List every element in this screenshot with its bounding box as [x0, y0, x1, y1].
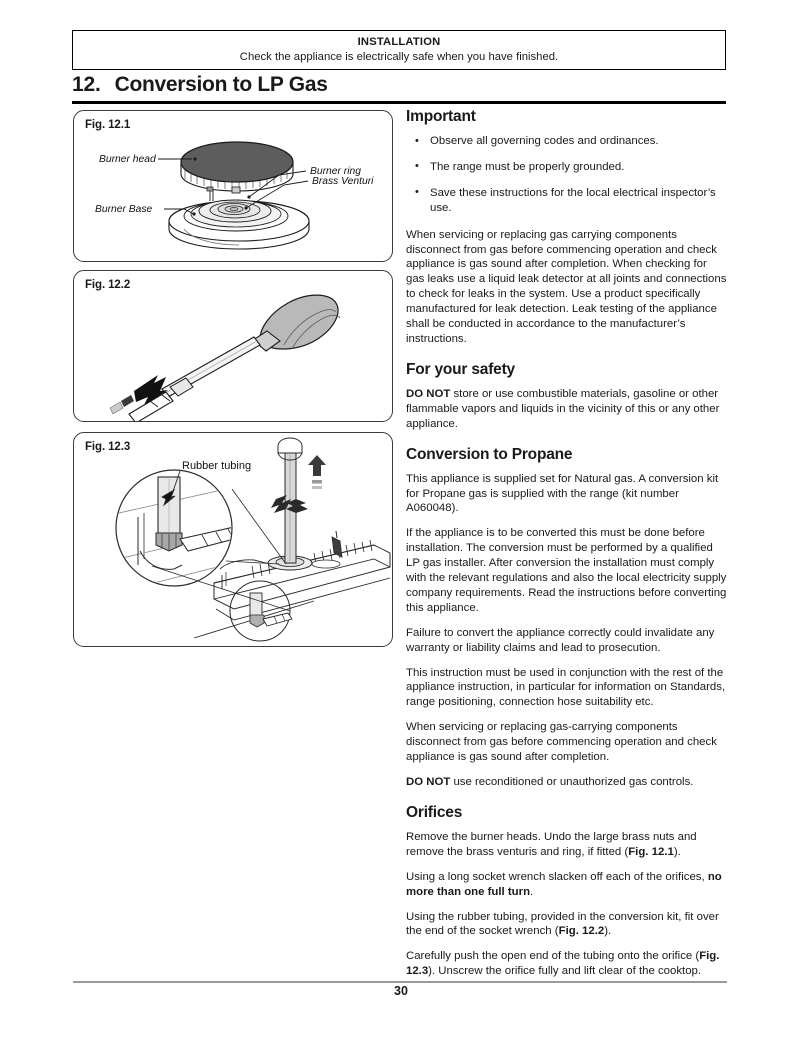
header-subtitle: Check the appliance is electrically safe when you have finished.	[239, 51, 559, 64]
figure-12-1-callout-brass-venturi: Brass Venturi	[312, 176, 374, 187]
page-number: 30	[394, 984, 408, 998]
heading-important: Important	[406, 108, 476, 125]
chapter-divider	[72, 101, 726, 104]
orifices-p2-text-a: Using a long socket wrench slacken off each of the orifices,	[406, 870, 708, 883]
figure-reference-12-1: Fig. 12.1	[628, 845, 674, 858]
figure-12-1	[73, 110, 393, 262]
orifices-paragraph-4	[406, 949, 728, 979]
important-paragraph: When servicing or replacing gas carrying components disconnect from gas before commencing operation and check appliance is gas sound after completion. When checking for gas leaks use a liquid leak detector at all joints and connections to check for leaks in the system. Use a product specifically manufactured for leak detection. Leak testing of the appliance shall be conducted in accordance to the manufacturer’s instructions.	[406, 228, 727, 345]
figure-12-2	[73, 270, 393, 422]
figure-12-3-illustration	[74, 433, 393, 647]
figure-12-1-callout-burner-base: Burner Base	[95, 204, 153, 215]
chapter-title: Conversion to LP Gas	[114, 73, 328, 96]
list-item: • Save these instructions for the local electrical inspector’s use.	[406, 186, 728, 216]
orifices-p3-text-b: ).	[604, 925, 612, 938]
up-arrow-icon	[308, 455, 326, 489]
figure-12-1-illustration	[74, 111, 393, 262]
important-bullet-list	[406, 134, 728, 216]
reconditioned-do-not-emphasis: DO NOT	[406, 776, 451, 788]
orifices-p3-text-a: Using the rubber tubing, provided in the conversion kit, fit over the end of the socket wrench (	[406, 910, 719, 938]
orifices-paragraph-2	[406, 870, 728, 900]
propane-paragraph: If the appliance is to be converted this must be done before installation. The conversion must be performed by a qualified LP gas installer. After conversion the installation must comply with the relevant regulations and also the local electricity supply company requirements. Read the instructions before converting this appliance.	[406, 527, 727, 614]
figure-12-2-illustration	[74, 271, 393, 422]
heading-conversion-to-propane: Conversion to Propane	[406, 445, 573, 463]
chapter-number: 12.	[72, 73, 101, 96]
body-text-column	[406, 108, 728, 979]
propane-paragraph: Failure to convert the appliance correctly could invalidate any warranty or liability claims and lead to prosecution.	[406, 626, 715, 654]
header-title: INSTALLATION	[357, 36, 441, 49]
orifices-paragraph-3	[406, 910, 728, 940]
orifices-p4-text-b: ). Unscrew the orifice fully and lift clear of the cooktop.	[428, 965, 702, 978]
figure-12-1-label: Fig. 12.1	[85, 119, 131, 131]
reconditioned-warning-text: use reconditioned or unauthorized gas controls.	[450, 776, 694, 788]
safety-do-not-emphasis: DO NOT	[406, 387, 451, 400]
figure-12-3	[73, 432, 393, 647]
installation-header-box	[72, 30, 726, 70]
orifices-p4-text-a: Carefully push the open end of the tubing onto the orifice (	[406, 950, 700, 963]
propane-paragraph: This instruction must be used in conjunction with the rest of the appliance instruction, in particular for information on Standards, range positioning, connection hose suitability etc.	[406, 666, 726, 709]
list-item: • The range must be properly grounded.	[406, 160, 728, 175]
orifices-p1-text-a: Remove the burner heads. Undo the large brass nuts and remove the brass venturis and ring, if fitted (	[406, 830, 697, 858]
propane-paragraph: This appliance is supplied set for Natural gas. A conversion kit for Propane gas is supplied with the range (kit number A060048).	[406, 472, 719, 515]
list-item: • Observe all governing codes and ordinances.	[406, 134, 728, 149]
orifices-p1-text-b: ).	[673, 845, 681, 858]
figure-12-1-callout-burner-ring: Burner ring	[310, 166, 361, 177]
chapter-heading	[72, 73, 726, 97]
safety-paragraph	[406, 387, 728, 432]
orifices-p2-emphasis: no more than one full turn	[406, 870, 722, 898]
figure-12-3-label: Fig. 12.3	[85, 441, 131, 453]
orifices-paragraph-1	[406, 830, 728, 860]
propane-paragraph: When servicing or replacing gas-carrying components disconnect from gas before commencing operation and check appliance is gas sound after completion.	[406, 721, 717, 764]
figure-reference-12-2: Fig. 12.2	[558, 925, 605, 938]
figure-reference-12-3: Fig. 12.3	[406, 950, 720, 978]
figure-12-1-callout-burner-head: Burner head	[99, 154, 156, 165]
heading-orifices: Orifices	[406, 803, 463, 821]
heading-for-your-safety: For your safety	[406, 360, 515, 378]
reconditioned-warning	[406, 775, 728, 790]
safety-paragraph-text: store or use combustible materials, gasoline or other flammable vapors and liquids in the vicinity of this or any other appliance.	[406, 387, 720, 430]
figure-12-2-label: Fig. 12.2	[85, 279, 131, 291]
orifices-p2-text-b: .	[530, 885, 534, 898]
footer-divider	[73, 981, 727, 983]
figure-12-3-callout-rubber-tubing: Rubber tubing	[182, 460, 252, 472]
